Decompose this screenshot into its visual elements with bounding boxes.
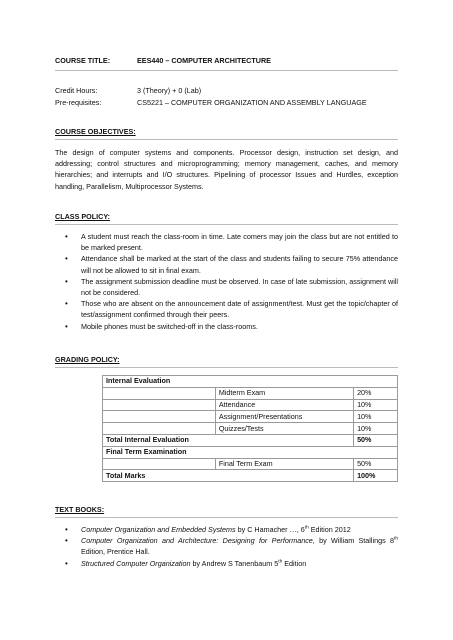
prerequisites-row	[55, 98, 398, 108]
table-row	[103, 376, 398, 388]
table-row	[103, 387, 398, 399]
divider	[55, 224, 398, 225]
empty-cell	[103, 411, 216, 423]
list-item	[55, 524, 398, 535]
textbooks-list	[55, 524, 398, 569]
policy-text: Mobile phones must be switched-off in the class-rooms.	[81, 321, 258, 331]
list-item	[55, 231, 398, 253]
total-marks-pct: 100%	[354, 470, 398, 482]
course-title-label: COURSE TITLE:	[55, 56, 111, 65]
list-item	[55, 558, 398, 569]
midterm-pct: 20%	[354, 387, 398, 399]
credit-hours-row	[55, 86, 398, 96]
objectives-text: The design of computer systems and components. Processor design, instruction set design, and addressing; control structures and microprogramming; memory management, caches, and memory hierarchies; and interrupts and I/O structures. Pipelining of processor Issues and Hurdles, exception handling, Parallelism, Multiprocessor Systems.	[55, 148, 398, 191]
course-title-row	[55, 56, 398, 66]
empty-cell	[103, 387, 216, 399]
book-details: Edition 2012	[308, 525, 351, 534]
objectives-heading: COURSE OBJECTIVES:	[55, 127, 136, 136]
final-exam-label: Final Term Exam	[215, 458, 353, 470]
bullet-icon: •	[65, 525, 68, 534]
table-row	[103, 423, 398, 435]
book-details: by C Hamacher …, 6	[235, 525, 305, 534]
book-title: Computer Organization and Architecture: Designing for Performance,	[81, 536, 315, 546]
divider	[55, 70, 398, 71]
table-row	[103, 399, 398, 411]
attendance-label: Attendance	[215, 399, 353, 411]
book-details: by Andrew S Tanenbaum 5	[190, 558, 279, 568]
book-title: Computer Organization and Embedded Systems	[81, 525, 236, 534]
list-item	[55, 535, 398, 557]
table-row	[103, 434, 398, 446]
empty-cell	[103, 423, 216, 435]
attendance-pct: 10%	[354, 399, 398, 411]
book-details: by William Stallings 8	[314, 536, 394, 546]
grading-table	[102, 375, 398, 482]
prerequisites-value: CS5221 – COMPUTER ORGANIZATION AND ASSEMBLY LANGUAGE	[137, 98, 367, 107]
book-details: Edition	[282, 558, 307, 568]
assignments-pct: 10%	[354, 411, 398, 423]
divider	[55, 367, 398, 368]
policy-text: Those who are absent on the announcement date of assignment/test. Must get the topic/chapter of test/assignment confirmed through their peers.	[81, 299, 398, 320]
empty-cell	[103, 399, 216, 411]
book-details: Edition, Prentice Hall.	[81, 547, 150, 557]
divider	[55, 139, 398, 140]
divider	[55, 517, 398, 518]
quizzes-pct: 10%	[354, 423, 398, 435]
policy-text: A student must reach the class-room in time. Late comers may join the class but are not entitled to be marked present.	[81, 232, 398, 253]
ordinal-suffix: th	[304, 525, 309, 531]
class-policy-heading: CLASS POLICY:	[55, 212, 110, 221]
prerequisites-label: Pre-requisites:	[55, 98, 102, 107]
class-policy-list	[55, 231, 398, 332]
internal-evaluation-cell: Internal Evaluation	[103, 376, 398, 388]
list-item	[55, 298, 398, 320]
bullet-icon: •	[65, 254, 68, 264]
midterm-label: Midterm Exam	[215, 387, 353, 399]
policy-text: The assignment submission deadline must be observed. In case of late submission, assignment will not be considered.	[81, 276, 398, 298]
assignments-label: Assignment/Presentations	[215, 411, 353, 423]
bullet-icon: •	[65, 536, 68, 546]
list-item	[55, 321, 398, 332]
bullet-icon: •	[65, 321, 68, 331]
course-title-value: EES440 – COMPUTER ARCHITECTURE	[137, 56, 271, 65]
credit-hours-label: Credit Hours:	[55, 86, 98, 95]
book-title: Structured Computer Organization	[81, 558, 191, 568]
credit-hours-value: 3 (Theory) + 0 (Lab)	[137, 86, 202, 95]
final-exam-pct: 50%	[354, 458, 398, 470]
empty-cell	[103, 458, 216, 470]
bullet-icon: •	[65, 276, 68, 286]
total-marks-label: Total Marks	[103, 470, 354, 482]
list-item	[55, 253, 398, 275]
textbooks-heading: TEXT BOOKS:	[55, 505, 105, 514]
quizzes-label: Quizzes/Tests	[215, 423, 353, 435]
bullet-icon: •	[65, 232, 68, 241]
final-term-label: Final Term Examination	[103, 446, 398, 458]
total-internal-label: Total Internal Evaluation	[103, 434, 354, 446]
ordinal-suffix: th	[393, 536, 398, 542]
list-item	[55, 276, 398, 298]
table-row	[103, 411, 398, 423]
table-row	[103, 446, 398, 458]
total-internal-pct: 50%	[354, 434, 398, 446]
bullet-icon: •	[65, 558, 68, 568]
bullet-icon: •	[65, 299, 68, 309]
grading-heading: GRADING POLICY:	[55, 355, 120, 364]
ordinal-suffix: th	[278, 559, 283, 565]
table-row	[103, 458, 398, 470]
policy-text: Attendance shall be marked at the start of the class and students failing to secure 75% attendance will not be allowed to sit in final exam.	[81, 254, 398, 275]
table-row	[103, 470, 398, 482]
